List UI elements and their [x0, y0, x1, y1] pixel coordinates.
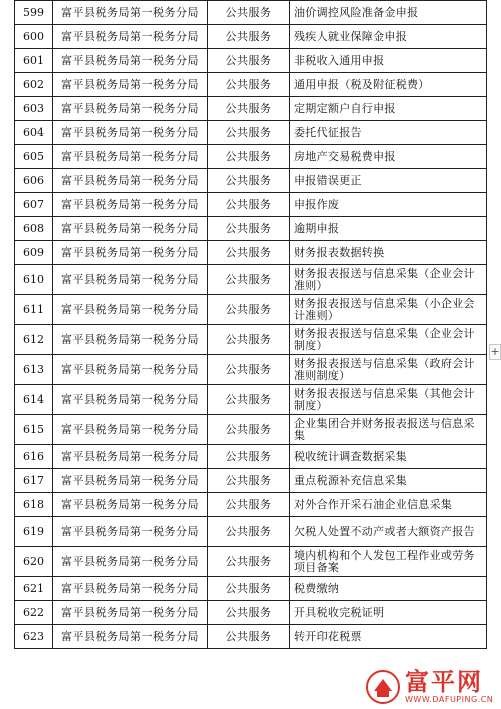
row-organization: 富平县税务局第一税务分局: [53, 445, 208, 469]
expand-handle[interactable]: +: [490, 345, 500, 358]
seal-icon: [365, 669, 401, 705]
row-service-item: 通用申报（税及附征税费）: [290, 73, 487, 97]
row-service-item: 油价调控风险准备金申报: [290, 1, 487, 25]
row-number: 620: [15, 547, 53, 577]
row-service-item: 欠税人处置不动产或者大额资产报告: [290, 517, 487, 547]
row-organization: 富平县税务局第一税务分局: [53, 49, 208, 73]
row-category: 公共服务: [208, 193, 290, 217]
table-row: [15, 241, 487, 265]
row-number: 615: [15, 415, 53, 445]
row-number: 600: [15, 25, 53, 49]
table-row: [15, 469, 487, 493]
row-number: 612: [15, 325, 53, 355]
row-category: 公共服务: [208, 415, 290, 445]
table-row: [15, 49, 487, 73]
row-number: 614: [15, 385, 53, 415]
row-service-item: 逾期申报: [290, 217, 487, 241]
row-category: 公共服务: [208, 547, 290, 577]
row-organization: 富平县税务局第一税务分局: [53, 517, 208, 547]
table-row: [15, 445, 487, 469]
row-number: 604: [15, 121, 53, 145]
row-category: 公共服务: [208, 73, 290, 97]
row-organization: 富平县税务局第一税务分局: [53, 415, 208, 445]
watermark-text: 富平网: [405, 668, 483, 696]
row-organization: 富平县税务局第一税务分局: [53, 625, 208, 649]
row-organization: 富平县税务局第一税务分局: [53, 1, 208, 25]
row-service-item: 重点税源补充信息采集: [290, 469, 487, 493]
row-service-item: 对外合作开采石油企业信息采集: [290, 493, 487, 517]
row-number: 608: [15, 217, 53, 241]
row-organization: 富平县税务局第一税务分局: [53, 73, 208, 97]
row-number: 602: [15, 73, 53, 97]
table-row: [15, 217, 487, 241]
row-organization: 富平县税务局第一税务分局: [53, 25, 208, 49]
row-number: 609: [15, 241, 53, 265]
row-number: 607: [15, 193, 53, 217]
row-organization: 富平县税务局第一税务分局: [53, 493, 208, 517]
row-category: 公共服务: [208, 469, 290, 493]
row-organization: 富平县税务局第一税务分局: [53, 469, 208, 493]
row-number: 622: [15, 601, 53, 625]
row-number: 617: [15, 469, 53, 493]
row-service-item: 定期定额户自行申报: [290, 97, 487, 121]
row-number: 616: [15, 445, 53, 469]
table-row: [15, 121, 487, 145]
row-service-item: 转开印花税票: [290, 625, 487, 649]
row-category: 公共服务: [208, 355, 290, 385]
table-row: [15, 25, 487, 49]
row-category: 公共服务: [208, 145, 290, 169]
row-service-item: 申报作废: [290, 193, 487, 217]
row-number: 606: [15, 169, 53, 193]
row-number: 618: [15, 493, 53, 517]
row-organization: 富平县税务局第一税务分局: [53, 265, 208, 295]
row-category: 公共服务: [208, 265, 290, 295]
row-number: 603: [15, 97, 53, 121]
table-row: [15, 415, 487, 445]
row-organization: 富平县税务局第一税务分局: [53, 577, 208, 601]
row-category: 公共服务: [208, 295, 290, 325]
row-organization: 富平县税务局第一税务分局: [53, 217, 208, 241]
row-service-item: 非税收入通用申报: [290, 49, 487, 73]
row-category: 公共服务: [208, 169, 290, 193]
row-service-item: 企业集团合并财务报表报送与信息采集: [290, 415, 487, 445]
row-organization: 富平县税务局第一税务分局: [53, 547, 208, 577]
table-row: [15, 73, 487, 97]
row-service-item: 境内机构和个人发包工程作业或劳务项目备案: [290, 547, 487, 577]
row-category: 公共服务: [208, 325, 290, 355]
table-row: [15, 1, 487, 25]
row-category: 公共服务: [208, 493, 290, 517]
row-service-item: 房地产交易税费申报: [290, 145, 487, 169]
row-number: 605: [15, 145, 53, 169]
row-organization: 富平县税务局第一税务分局: [53, 121, 208, 145]
row-service-item: 税收统计调查数据采集: [290, 445, 487, 469]
table-body: [15, 1, 487, 649]
table-row: [15, 169, 487, 193]
row-number: 621: [15, 577, 53, 601]
row-category: 公共服务: [208, 49, 290, 73]
site-watermark: [363, 667, 499, 707]
row-organization: 富平县税务局第一税务分局: [53, 355, 208, 385]
row-organization: 富平县税务局第一税务分局: [53, 601, 208, 625]
table-row: [15, 547, 487, 577]
row-number: 610: [15, 265, 53, 295]
table-row: [15, 625, 487, 649]
row-category: 公共服务: [208, 1, 290, 25]
row-number: 611: [15, 295, 53, 325]
table-row: [15, 577, 487, 601]
table-row: [15, 385, 487, 415]
row-number: 613: [15, 355, 53, 385]
table-row: [15, 517, 487, 547]
row-organization: 富平县税务局第一税务分局: [53, 193, 208, 217]
row-service-item: 残疾人就业保障金申报: [290, 25, 487, 49]
row-service-item: 委托代征报告: [290, 121, 487, 145]
row-category: 公共服务: [208, 625, 290, 649]
row-category: 公共服务: [208, 445, 290, 469]
table-row: [15, 493, 487, 517]
table-row: [15, 193, 487, 217]
row-number: 619: [15, 517, 53, 547]
row-service-item: 财务报表报送与信息采集（企业会计制度）: [290, 325, 487, 355]
watermark-url: WWW.DAFUPING.CN: [405, 695, 494, 704]
row-category: 公共服务: [208, 25, 290, 49]
row-service-item: 财务报表报送与信息采集（企业会计准则）: [290, 265, 487, 295]
table-row: [15, 325, 487, 355]
row-organization: 富平县税务局第一税务分局: [53, 295, 208, 325]
table-row: [15, 145, 487, 169]
row-service-item: 税费缴纳: [290, 577, 487, 601]
row-category: 公共服务: [208, 517, 290, 547]
row-category: 公共服务: [208, 577, 290, 601]
row-number: 599: [15, 1, 53, 25]
row-service-item: 申报错误更正: [290, 169, 487, 193]
row-organization: 富平县税务局第一税务分局: [53, 241, 208, 265]
table-row: [15, 601, 487, 625]
row-category: 公共服务: [208, 97, 290, 121]
table-row: [15, 97, 487, 121]
row-service-item: 财务报表数据转换: [290, 241, 487, 265]
row-category: 公共服务: [208, 217, 290, 241]
table-row: [15, 265, 487, 295]
row-category: 公共服务: [208, 385, 290, 415]
row-category: 公共服务: [208, 121, 290, 145]
row-service-item: 财务报表报送与信息采集（其他会计制度）: [290, 385, 487, 415]
table-row: [15, 295, 487, 325]
row-organization: 富平县税务局第一税务分局: [53, 145, 208, 169]
row-organization: 富平县税务局第一税务分局: [53, 385, 208, 415]
row-organization: 富平县税务局第一税务分局: [53, 97, 208, 121]
service-table: [14, 0, 487, 649]
row-service-item: 财务报表报送与信息采集（小企业会计准则）: [290, 295, 487, 325]
row-number: 601: [15, 49, 53, 73]
row-organization: 富平县税务局第一税务分局: [53, 169, 208, 193]
row-category: 公共服务: [208, 241, 290, 265]
row-category: 公共服务: [208, 601, 290, 625]
row-organization: 富平县税务局第一税务分局: [53, 325, 208, 355]
table-row: [15, 355, 487, 385]
row-service-item: 开具税收完税证明: [290, 601, 487, 625]
row-number: 623: [15, 625, 53, 649]
row-service-item: 财务报表报送与信息采集（政府会计准则制度）: [290, 355, 487, 385]
